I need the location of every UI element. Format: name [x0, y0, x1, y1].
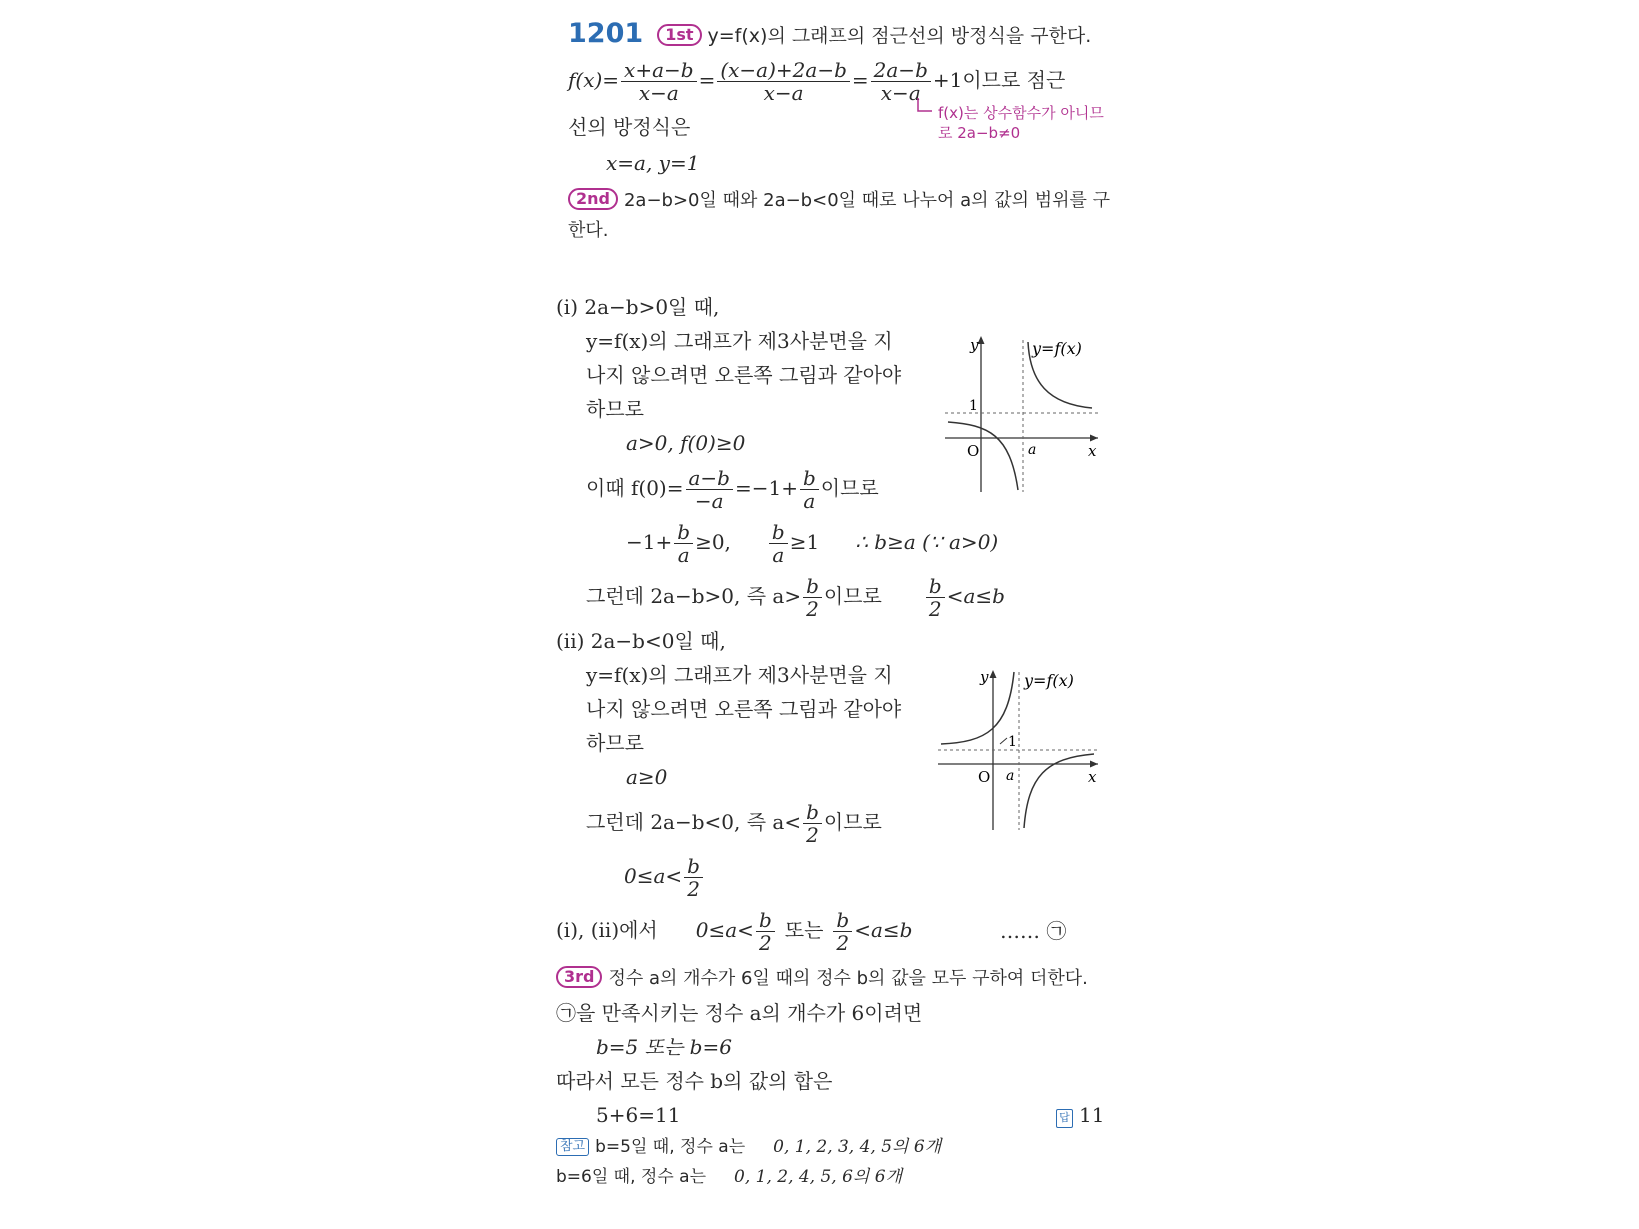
reference-line1	[556, 1134, 941, 1160]
final-answer	[1056, 1102, 1104, 1128]
then2-post: 이므로	[823, 810, 882, 834]
case2-then-line	[586, 798, 882, 846]
g2-curve-label: y=f(x)	[1024, 671, 1074, 690]
case1-heading: (i) 2a−b>0일 때,	[556, 295, 720, 319]
eq-tail: +1이므로 점근	[932, 68, 1066, 92]
case1-condition: a>0, f(0)≥0	[626, 431, 746, 455]
step3-line4: 5+6=11	[596, 1103, 681, 1127]
combine-r1: 0≤a<	[695, 918, 754, 942]
problem-number: 1201	[568, 18, 644, 49]
equation-fx	[568, 56, 1065, 104]
g2-x-arrow-icon	[1090, 761, 1098, 768]
note-line-2: 로 2a−b≠0	[938, 124, 1021, 142]
b-over-2-6	[833, 909, 852, 954]
then1-post: 이므로	[823, 584, 882, 608]
b-num-4: b	[803, 575, 822, 598]
f0-mid: =−1+	[734, 476, 798, 500]
g2-one-pointer	[1000, 738, 1007, 744]
g1-y-label: y	[970, 336, 979, 354]
case1-inequality	[626, 518, 998, 566]
b-over-2-5	[756, 909, 775, 954]
case2-result-pre: 0≤a<	[624, 864, 683, 888]
case1-text3: 하므로	[586, 397, 644, 421]
case2-text2: 나지 않으려면 오른쪽 그림과 같아야	[586, 697, 902, 721]
g1-curve-left	[948, 422, 1018, 490]
b-num-5: b	[926, 575, 945, 598]
g2-a: a	[1006, 768, 1015, 784]
b-num-9: b	[833, 909, 852, 932]
graph-case2	[936, 664, 1108, 834]
b-num-1: b	[800, 467, 819, 490]
ref1-values: 0, 1, 2, 3, 4, 5의 6개	[773, 1137, 942, 1157]
case2-condition: a≥0	[626, 765, 668, 789]
asymptote-equation: x=a, y=1	[606, 151, 700, 175]
fraction-2	[717, 59, 850, 104]
case1-text2: 나지 않으려면 오른쪽 그림과 같아야	[586, 363, 902, 387]
case1-then-line	[586, 572, 1005, 620]
marker-giyeok: …… ㉠	[1000, 919, 1067, 943]
step2-header	[568, 188, 1110, 214]
step3-title: 정수 a의 개수가 6일 때의 정수 b의 값을 모두 구하여 더한다.	[608, 968, 1088, 989]
case2-result	[624, 852, 705, 900]
g2-curve-left	[941, 672, 1014, 744]
case1-text1: y=f(x)의 그래프가 제3사분면을 지	[586, 329, 893, 353]
step1-title: y=f(x)의 그래프의 점근선의 방정식을 구한다.	[707, 25, 1092, 47]
g2-curve-right	[1024, 754, 1094, 828]
step1-header	[568, 18, 1091, 52]
a-den-1: a	[803, 489, 816, 513]
b-over-a-3	[769, 521, 788, 566]
two-den-3: 2	[806, 823, 819, 847]
ineq-conclusion: ∴ b≥a (∵ a>0)	[855, 530, 999, 554]
reference-tag: 참고	[556, 1138, 589, 1156]
ineq-mid2: ≥1	[789, 530, 820, 554]
combine-pre: (i), (ii)에서	[556, 918, 658, 942]
g2-one: 1	[1008, 734, 1017, 750]
answer-value: 11	[1079, 1103, 1105, 1127]
step3-line1: ㉠을 만족시키는 정수 a의 개수가 6이려면	[556, 1001, 923, 1025]
b-over-2-1	[803, 575, 822, 620]
b-over-2-3	[803, 801, 822, 846]
ineq-mid1: ≥0,	[695, 530, 731, 554]
f0-den: −a	[694, 489, 724, 513]
case1-f0-line	[586, 464, 879, 512]
f0-fraction	[686, 467, 733, 512]
b-over-2-2	[926, 575, 945, 620]
case2-text3: 하므로	[586, 731, 644, 755]
a-den-3: a	[772, 543, 785, 567]
case2-text1: y=f(x)의 그래프가 제3사분면을 지	[586, 663, 893, 687]
step3-line2: b=5 또는 b=6	[596, 1035, 732, 1059]
b-num-7: b	[684, 855, 703, 878]
eq-lhs: f(x)=	[568, 68, 620, 92]
g1-curve-label: y=f(x)	[1032, 339, 1082, 358]
b-over-a-2	[674, 521, 693, 566]
g1-x-label: x	[1088, 442, 1097, 460]
step1-tag: 1st	[657, 24, 701, 46]
g1-a: a	[1028, 442, 1037, 458]
frac2-denominator: x−a	[763, 81, 804, 105]
two-den-1: 2	[806, 597, 819, 621]
two-den-5: 2	[758, 931, 772, 955]
reference-line2	[556, 1164, 902, 1190]
g2-y-arrow-icon	[990, 670, 997, 678]
step2-title-line1: 2a−b>0일 때와 2a−b<0일 때로 나누어 a의 값의 범위를 구	[623, 190, 1111, 211]
g1-x-arrow-icon	[1090, 435, 1098, 442]
step3-line3: 따라서 모든 정수 b의 값의 합은	[556, 1069, 833, 1093]
eq-sign-1: =	[698, 68, 716, 92]
b-num-6: b	[803, 801, 822, 824]
b-num-3: b	[769, 521, 788, 544]
f0-num: a−b	[686, 467, 733, 490]
frac3-numerator: 2a−b	[871, 59, 931, 82]
b-over-2-4	[684, 855, 703, 900]
step3-tag: 3rd	[556, 966, 602, 988]
g1-y-arrow-icon	[978, 336, 985, 344]
note-bracket-icon	[914, 98, 934, 118]
b-num-2: b	[674, 521, 693, 544]
b-over-a-1	[800, 467, 819, 512]
note-line-1: f(x)는 상수함수가 아니므	[938, 104, 1104, 122]
ineq-pre: −1+	[626, 530, 673, 554]
combine-r2: <a≤b	[854, 918, 913, 942]
ref1-pre: b=5일 때, 정수 a는	[595, 1137, 746, 1157]
two-den-4: 2	[687, 877, 700, 901]
g1-origin: O	[967, 442, 980, 460]
case1-result: <a≤b	[946, 584, 1005, 608]
frac1-denominator: x−a	[638, 81, 679, 105]
step2-title-line2: 한다.	[568, 220, 609, 241]
f0-post: 이므로	[820, 476, 879, 500]
ref2-pre: b=6일 때, 정수 a는	[556, 1167, 706, 1187]
g1-one: 1	[969, 398, 978, 414]
b-num-8: b	[756, 909, 775, 932]
then1-pre: 그런데 2a−b>0, 즉 a>	[586, 584, 802, 608]
two-den-2: 2	[928, 597, 942, 621]
eq-sign-2: =	[851, 68, 869, 92]
ref2-values: 0, 1, 2, 4, 5, 6의 6개	[734, 1167, 902, 1187]
combine-or: 또는	[784, 918, 824, 942]
then2-pre: 그런데 2a−b<0, 즉 a<	[586, 810, 802, 834]
a-den-2: a	[677, 543, 690, 567]
g2-y-label: y	[980, 668, 989, 686]
combined-result	[556, 906, 912, 954]
two-den-6: 2	[836, 931, 850, 955]
f0-pre: 이때 f(0)=	[586, 476, 684, 500]
step3-header	[556, 966, 1088, 992]
frac3-denominator: x−a	[880, 81, 921, 105]
asymptote-text: 선의 방정식은	[568, 115, 691, 139]
case2-heading: (ii) 2a−b<0일 때,	[556, 629, 726, 653]
graph-case1	[940, 332, 1110, 500]
g2-origin: O	[978, 768, 991, 786]
answer-icon: 답	[1056, 1109, 1073, 1128]
frac1-numerator: x+a−b	[621, 59, 697, 82]
step2-tag: 2nd	[568, 188, 618, 210]
frac2-numerator: (x−a)+2a−b	[717, 59, 850, 82]
fraction-1	[621, 59, 697, 104]
g2-x-label: x	[1088, 768, 1097, 786]
